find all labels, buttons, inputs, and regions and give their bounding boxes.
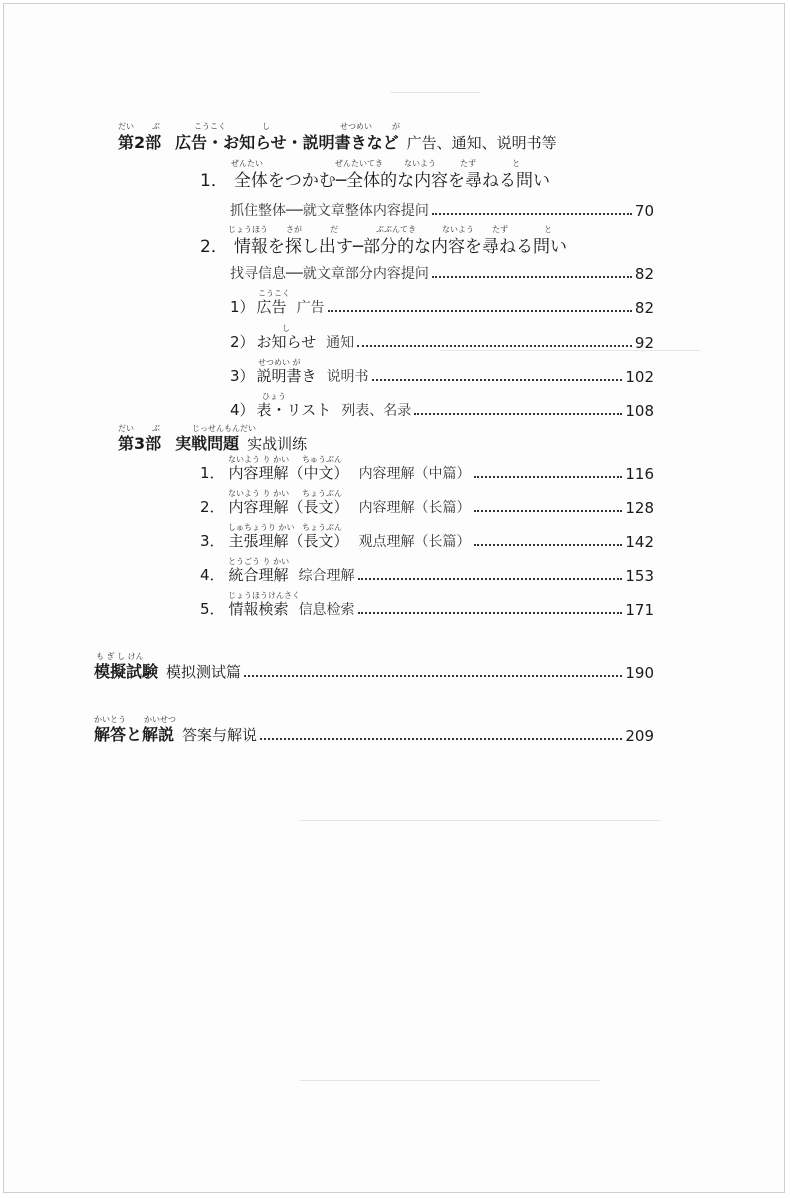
item-number: 4．	[200, 566, 225, 584]
toc-item-1[interactable]	[200, 166, 550, 191]
toc-part3-item-5[interactable]	[200, 598, 654, 619]
ruby-tazu: たず	[492, 225, 508, 234]
dot-leader	[432, 213, 632, 215]
item-zh: 信息检索	[298, 602, 355, 618]
ruby-to: と	[544, 225, 552, 234]
ruby-setsumei: せつめい	[340, 122, 372, 131]
ruby-tazu: たず	[460, 159, 476, 168]
dot-leader	[474, 476, 623, 478]
ruby-kaitou: かいとう	[94, 715, 126, 724]
ruby-koukoku: こうこく	[194, 122, 226, 131]
subitem-zh: 广告	[296, 300, 325, 316]
dot-leader	[358, 612, 623, 614]
toc-answers[interactable]	[94, 722, 654, 745]
ruby-item: ないよう り かい	[228, 489, 290, 498]
part2-heading[interactable]	[118, 130, 557, 153]
toc-subitem-ads[interactable]	[230, 296, 654, 317]
ruby-sub: せつめい が	[258, 358, 301, 367]
page-number: 128	[625, 499, 654, 517]
ruby-item: ちょうぶん	[302, 523, 342, 532]
dot-leader	[328, 310, 632, 312]
subitem-jp: 説明書き	[256, 367, 317, 385]
subitem-number: 3）	[230, 367, 255, 385]
subitem-jp: お知らせ	[256, 333, 317, 351]
page-number: 92	[634, 334, 654, 352]
page-number: 108	[625, 402, 654, 420]
subitem-jp: 広告	[256, 298, 287, 316]
ruby-mock: も ぎ し けん	[96, 652, 144, 661]
part3-heading[interactable]	[118, 431, 307, 454]
ruby-zentai: ぜんたい	[231, 159, 263, 168]
item-title-jp: 全体をつかむ─全体的な内容を尋ねる問い	[233, 171, 551, 191]
item-jp: 内容理解（中文）	[228, 464, 349, 482]
ruby-jissen: じっせんもんだい	[192, 424, 256, 433]
ruby-item: ないよう り かい	[228, 455, 290, 464]
part3-number: 第3部	[118, 434, 162, 453]
item-zh: 综合理解	[298, 568, 355, 584]
ruby-ga: が	[392, 122, 400, 131]
part2-number: 第2部	[118, 133, 162, 152]
part3-title-zh: 实战训练	[247, 435, 308, 453]
page-number: 142	[625, 533, 654, 551]
subitem-zh: 说明书	[326, 369, 369, 385]
toc-part3-item-4[interactable]	[200, 564, 654, 585]
item-number: 1．	[200, 171, 228, 191]
part3-title-jp: 実戦問題	[175, 434, 240, 453]
toc-subitem-notices[interactable]	[230, 331, 654, 352]
answers-title-jp: 解答と解説	[94, 725, 175, 744]
ruby-bu: ぶ	[152, 122, 160, 131]
item-number: 2．	[200, 498, 225, 516]
item-zh: 观点理解（长篇）	[358, 534, 471, 550]
item-zh: 内容理解（长篇）	[358, 500, 471, 516]
dot-leader	[244, 675, 622, 677]
toc-mock-exam[interactable]	[94, 659, 654, 682]
toc-item-2[interactable]	[200, 232, 567, 257]
ruby-kaisetsu: かいせつ	[144, 715, 176, 724]
ruby-item: とうごう り かい	[228, 557, 290, 566]
toc-subitem-instructions[interactable]	[230, 365, 654, 386]
ruby-shi: し	[262, 122, 270, 131]
subitem-number: 1）	[230, 298, 255, 316]
dot-leader	[260, 738, 622, 740]
dot-leader	[474, 544, 623, 546]
toc-entry-find-info[interactable]	[230, 263, 654, 283]
ruby-sub: し	[282, 324, 290, 333]
dot-leader	[414, 413, 622, 415]
ruby-item: ちゅうぶん	[302, 455, 342, 464]
ruby-item: しゅちょうり かい	[228, 523, 295, 532]
dot-leader	[357, 345, 632, 347]
page-number: 102	[625, 368, 654, 386]
toc-part3-item-2[interactable]	[200, 496, 654, 517]
answers-title-zh: 答案与解说	[182, 726, 258, 744]
page-number: 82	[634, 299, 654, 317]
item-number: 2．	[200, 237, 228, 257]
toc-part3-item-3[interactable]	[200, 530, 654, 551]
subitem-jp: 表・リスト	[256, 401, 332, 419]
page-number: 82	[634, 265, 654, 283]
ruby-item: ちょうぶん	[302, 489, 342, 498]
dot-leader	[432, 276, 632, 278]
page-number: 70	[634, 202, 654, 220]
item-number: 1．	[200, 464, 225, 482]
ruby-naiyou: ないよう	[442, 225, 474, 234]
toc-entry-grasp-whole[interactable]	[230, 200, 654, 220]
ruby-sub: こうこく	[258, 289, 290, 298]
item-jp: 情報検索	[228, 600, 289, 618]
mock-title-zh: 模拟测试篇	[166, 663, 242, 681]
ruby-sub: ひょう	[262, 392, 286, 401]
toc-part3-item-1[interactable]	[200, 462, 654, 483]
toc-subitem-tables[interactable]	[230, 399, 654, 420]
part2-title-jp: 広告・お知らせ・説明書きなど	[175, 133, 399, 152]
item-jp: 主張理解（長文）	[228, 532, 349, 550]
item-jp: 統合理解	[228, 566, 289, 584]
item-jp: 内容理解（長文）	[228, 498, 349, 516]
page-number: 171	[625, 601, 654, 619]
item-title-jp: 情報を探し出す─部分的な内容を尋ねる問い	[233, 237, 568, 257]
subitem-zh: 通知	[326, 335, 355, 351]
ruby-dai: だい	[118, 424, 134, 433]
subitem-zh: 列表、名录	[341, 403, 412, 419]
page-number: 116	[625, 465, 654, 483]
page-number: 190	[625, 664, 654, 682]
ruby-item: じょうほうけんさく	[228, 591, 300, 600]
subitem-number: 4）	[230, 401, 255, 419]
page-number: 209	[625, 727, 654, 745]
ruby-dai: だい	[118, 122, 134, 131]
entry-text-zh: 找寻信息──就文章部分内容提问	[230, 266, 429, 282]
part2-title-zh: 广告、通知、说明书等	[406, 134, 557, 152]
item-number: 5．	[200, 600, 225, 618]
subitem-number: 2）	[230, 333, 255, 351]
dot-leader	[372, 379, 623, 381]
ruby-jouhou: じょうほう	[228, 225, 268, 234]
ruby-naiyou: ないよう	[404, 159, 436, 168]
ruby-da: だ	[330, 225, 338, 234]
mock-title-jp: 模擬試験	[94, 662, 159, 681]
ruby-zentaiteki: ぜんたいてき	[335, 159, 383, 168]
ruby-bu: ぶ	[152, 424, 160, 433]
ruby-to: と	[512, 159, 520, 168]
page-number: 153	[625, 567, 654, 585]
dot-leader	[358, 578, 623, 580]
item-number: 3．	[200, 532, 225, 550]
entry-text-zh: 抓住整体──就文章整体内容提问	[230, 203, 429, 219]
ruby-bubunteki: ぶぶんてき	[376, 225, 416, 234]
dot-leader	[474, 510, 623, 512]
ruby-saga: さが	[286, 225, 302, 234]
item-zh: 内容理解（中篇）	[358, 466, 471, 482]
